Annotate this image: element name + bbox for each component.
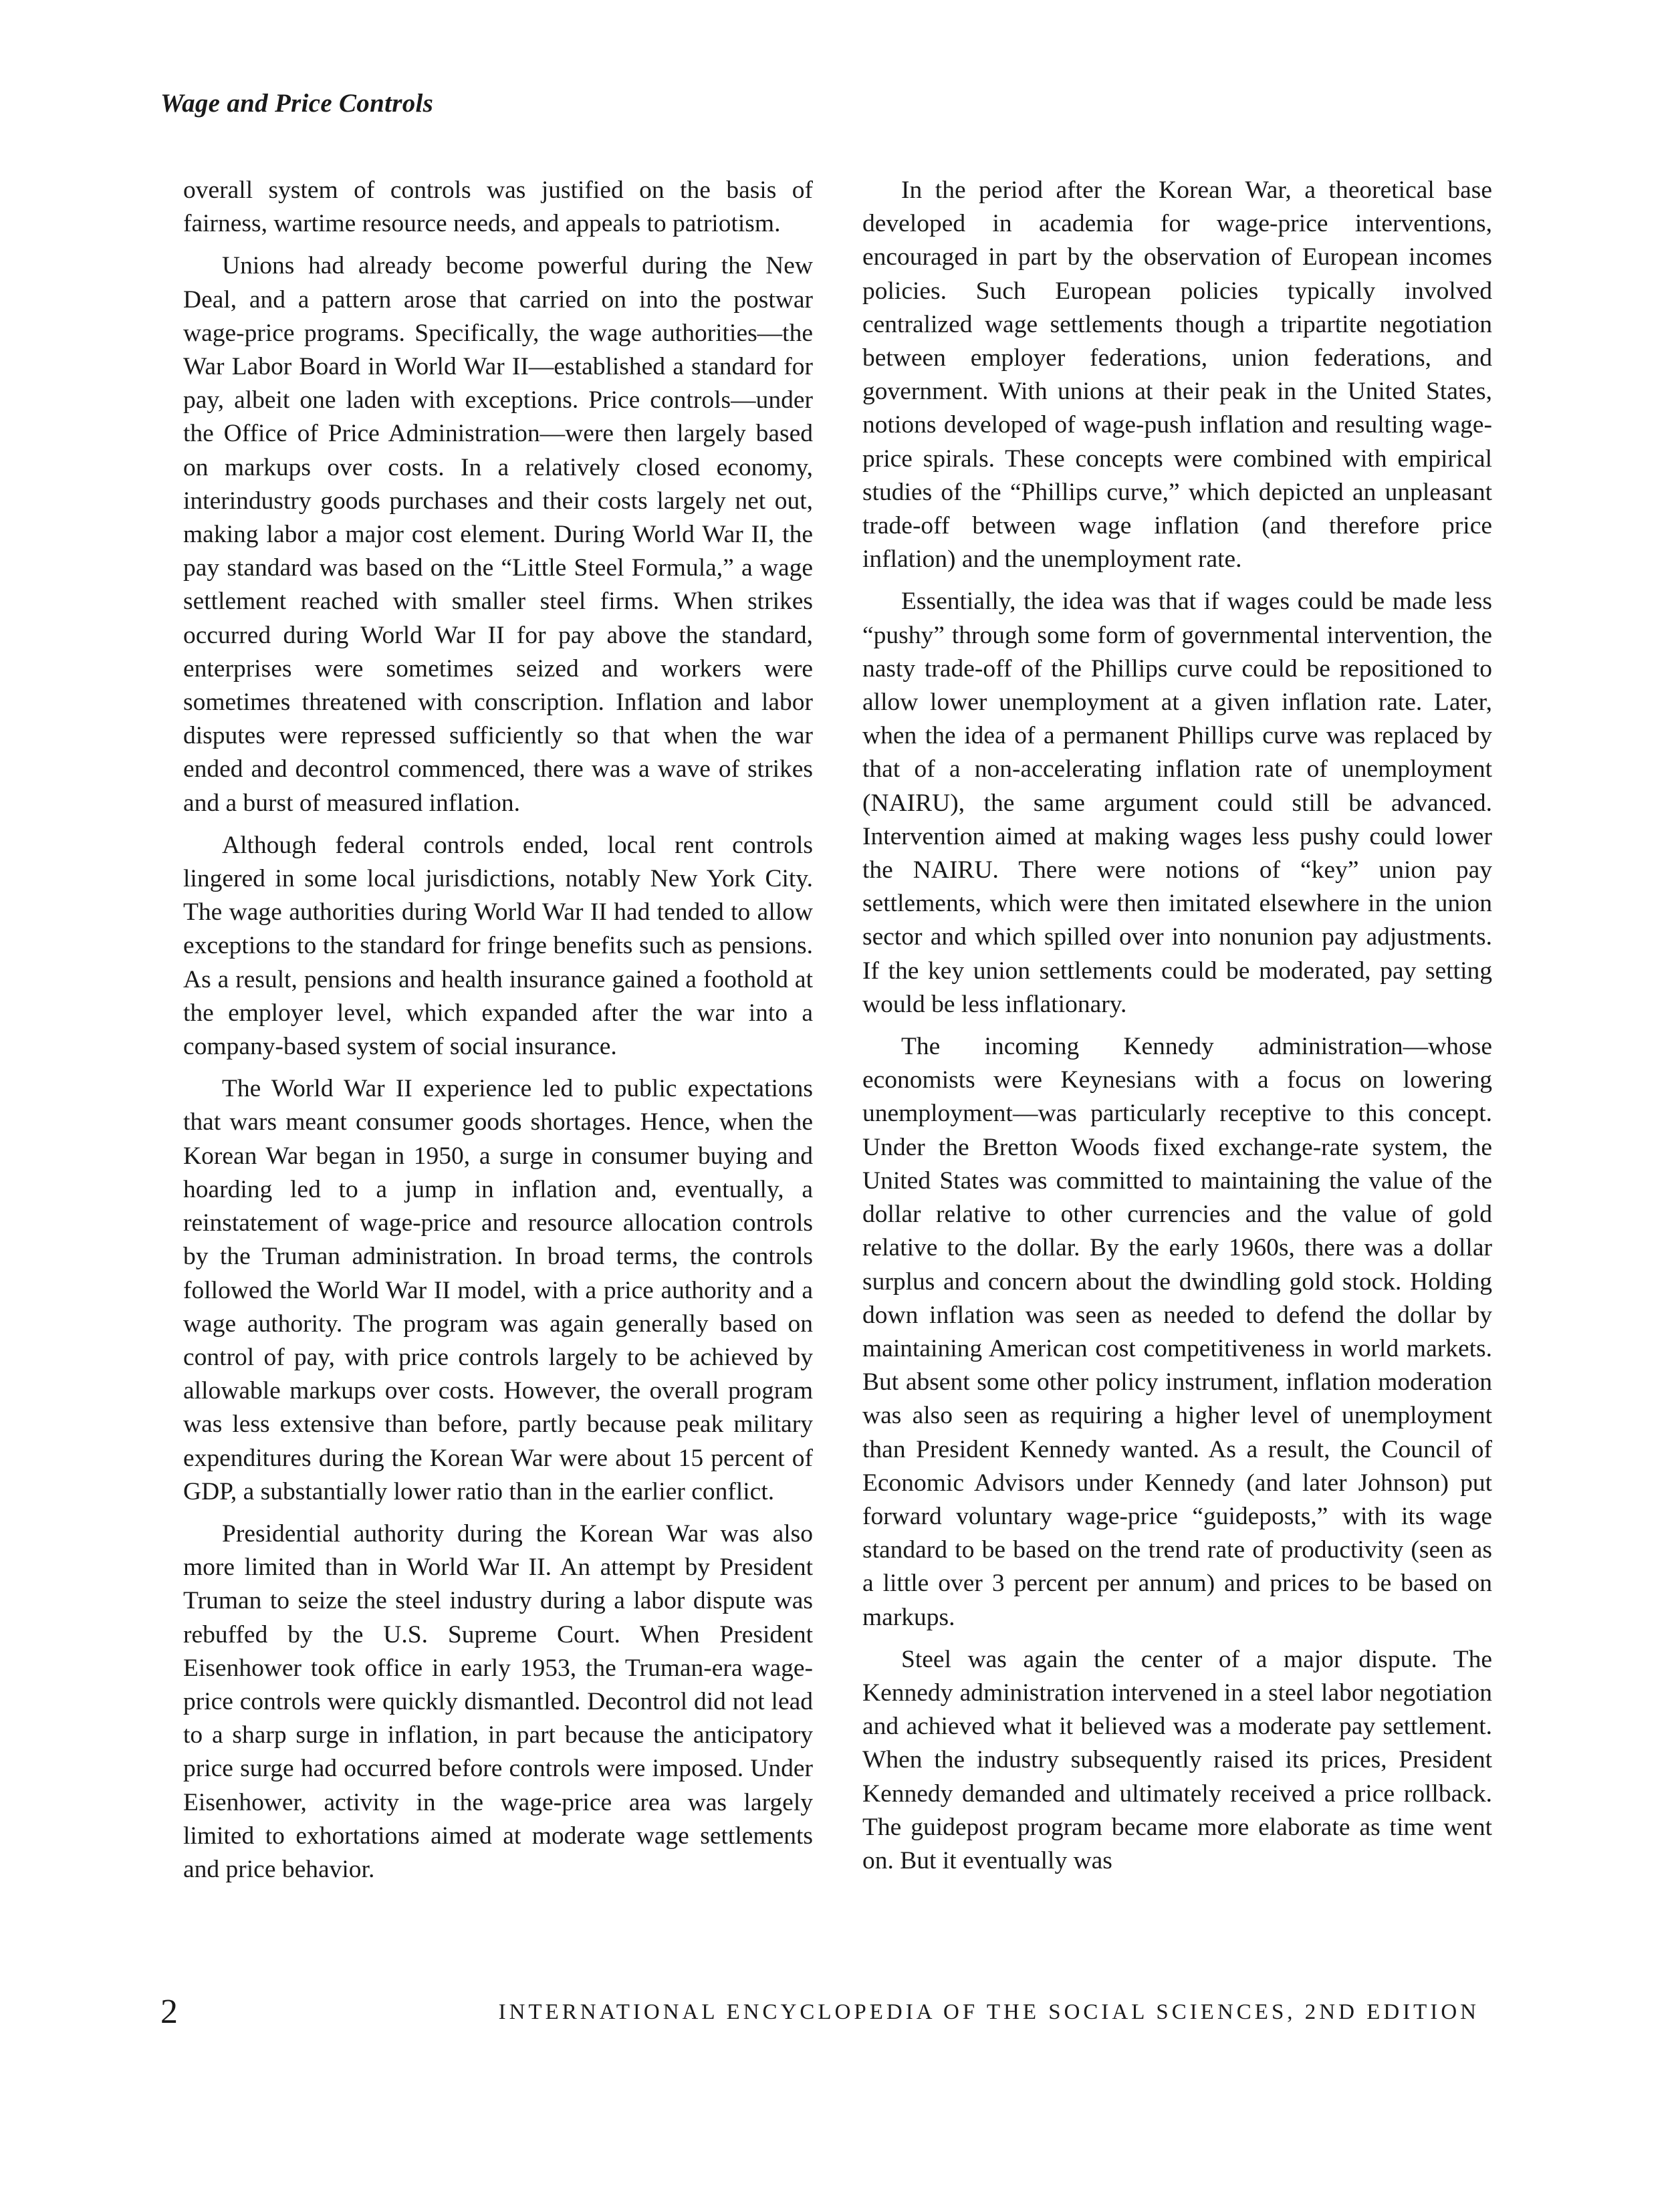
page-number: 2: [160, 1993, 178, 2031]
left-column: [183, 174, 813, 1895]
paragraph: Steel was again the center of a major dispute. The Kennedy administration intervened in a steel labor negotiation and achieved what it believed was a moderate pay settlement. When the industry subsequently raised its prices, President Kennedy demanded and ultimately received a price rollback. The guidepost program became more elaborate as time went on. But it eventually was: [862, 1645, 1492, 1874]
right-column: [862, 174, 1492, 1886]
paragraph: In the period after the Korean War, a theoretical base developed in academia for wage-price interventions, encouraged in part by the observation of European incomes policies. Such European policies typically involved centralized wage settlements though a tripartite negotiation between employer federations, union federations, and government. With unions at their peak in the United States, notions developed of wage-push inflation and resulting wage-price spirals. These concepts were combined with empirical studies of the “Phillips curve,” which depicted an unpleasant trade-off between wage inflation (and therefore price inflation) and the unemployment rate.: [862, 176, 1492, 574]
paragraph: Unions had already become powerful during the New Deal, and a pattern arose that carried on into the postwar wage-price programs. Specifically, the wage authorities—the War Labor Board in World War II—established a standard for pay, albeit one laden with exceptions. Price controls—under the Office of Price Administration—were then largely based on markups over costs. In a relatively closed economy, interindustry goods purchases and their costs largely net out, making labor a major cost element. During World War II, the pay standard was based on the “Little Steel Formula,” a wage settlement reached with smaller steel firms. When strikes occurred during World War II for pay above the standard, enterprises were sometimes seized and workers were sometimes threatened with conscription. Inflation and labor disputes were repressed sufficiently so that when the war ended and decontrol commenced, there was a wave of strikes and a burst of measured inflation.: [183, 252, 813, 817]
paragraph: Presidential authority during the Korean War was also more limited than in World War II. An attempt by President Truman to seize the steel industry during a labor dispute was rebuffed by the U.S. Supreme Court. When President Eisenhower took office in early 1953, the Truman-era wage-price controls were quickly dismantled. Decontrol did not lead to a sharp surge in inflation, in part because the anticipatory price surge had occurred before controls were imposed. Under Eisenhower, activity in the wage-price area was largely limited to exhortations aimed at moderate wage settlements and price behavior.: [183, 1519, 813, 1883]
paragraph: The incoming Kennedy administration—whose economists were Keynesians with a focus on lowering unemployment—was particularly receptive to this concept. Under the Bretton Woods fixed exchange-rate system, the United States was committed to maintaining the value of the dollar relative to other currencies and the value of gold relative to the dollar. By the early 1960s, there was a dollar surplus and concern about the dwindling gold stock. Holding down inflation was seen as needed to defend the dollar by maintaining American cost competitiveness in world markets. But absent some other policy instrument, inflation moderation was also seen as requiring a higher level of unemployment than President Kennedy wanted. As a result, the Council of Economic Advisors under Kennedy (and later Johnson) put forward voluntary wage-price “guideposts,” with its wage standard to be based on the trend rate of productivity (seen as a little over 3 percent per annum) and prices to be based on markups.: [862, 1033, 1492, 1631]
publication-title: INTERNATIONAL ENCYCLOPEDIA OF THE SOCIAL SCIENCES, 2ND EDITION: [498, 2000, 1479, 2024]
paragraph: Although federal controls ended, local rent controls lingered in some local jurisdictions, notably New York City. The wage authorities during World War II had tended to allow exceptions to the standard for fringe benefits such as pensions. As a result, pensions and health insurance gained a foothold at the employer level, which expanded after the war into a company-based system of social insurance.: [183, 831, 813, 1061]
paragraph: overall system of controls was justified on the basis of fairness, wartime resource needs, and appeals to patriotism.: [183, 176, 813, 238]
running-head: Wage and Price Controls: [160, 89, 434, 118]
paragraph: The World War II experience led to public expectations that wars meant consumer goods shortages. Hence, when the Korean War began in 1950, a surge in consumer buying and hoarding led to a jump in inflation and, eventually, a reinstatement of wage-price and resource allocation controls by the Truman administration. In broad terms, the controls followed the World War II model, with a price authority and a wage authority. The program was again generally based on control of pay, with price controls largely to be achieved by allowable markups over costs. However, the overall program was less extensive than before, partly because peak military expenditures during the Korean War were about 15 percent of GDP, a substantially lower ratio than in the earlier conflict.: [183, 1075, 813, 1505]
paragraph: Essentially, the idea was that if wages could be made less “pushy” through some form of governmental intervention, the nasty trade-off of the Phillips curve could be repositioned to allow lower unemployment at a given inflation rate. Later, when the idea of a permanent Phillips curve was replaced by that of a non-accelerating inflation rate of unemployment (NAIRU), the same argument could still be advanced. Intervention aimed at making wages less pushy could lower the NAIRU. There were notions of “key” union pay settlements, which were then imitated elsewhere in the union sector and which spilled over into nonunion pay adjustments. If the key union settlements could be moderated, pay setting would be less inflationary.: [862, 588, 1492, 1018]
